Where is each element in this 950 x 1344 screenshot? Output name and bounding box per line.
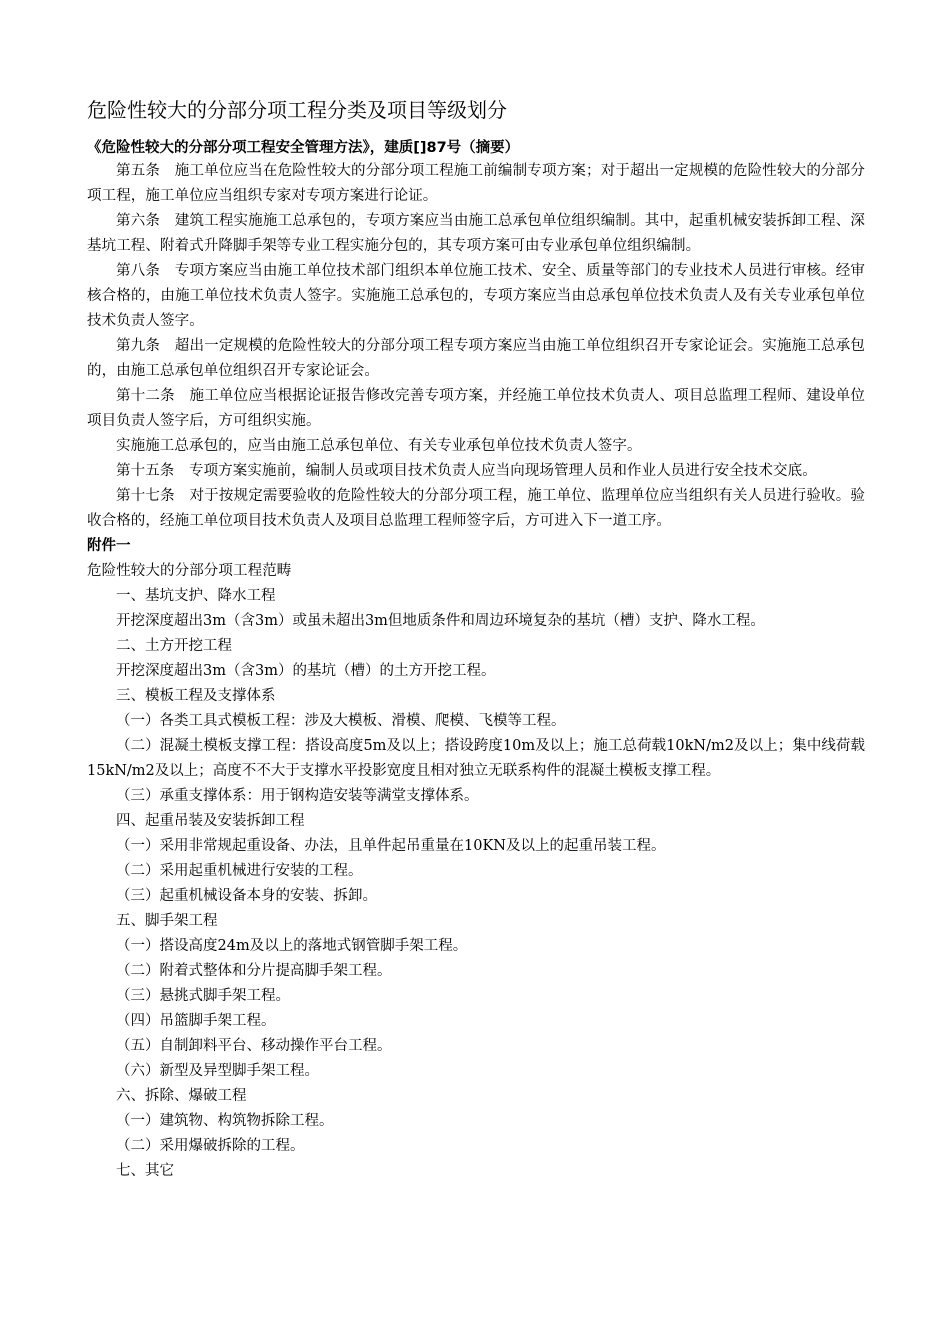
article-5: 第五条 施工单位应当在危险性较大的分部分项工程施工前编制专项方案；对于超出一定规模的危险性较大的分部分项工程，施工单位应当组织专家对专项方案进行论证。 xyxy=(87,163,865,204)
section-text: 开挖深度超出3m（含3m）或虽未超出3m但地质条件和周边环境复杂的基坑（槽）支护、降水工程。 xyxy=(116,613,765,629)
section-item: （一）采用非常规起重设备、办法，且单件起吊重量在10KN及以上的起重吊装工程。 xyxy=(116,838,666,854)
section-item: （一）搭设高度24m及以上的落地式钢管脚手架工程。 xyxy=(116,938,468,954)
section-text: 开挖深度超出3m（含3m）的基坑（槽）的土方开挖工程。 xyxy=(116,663,496,679)
section-item: （二）采用起重机械进行安装的工程。 xyxy=(116,863,363,879)
section-heading: 四、起重吊装及安装拆卸工程 xyxy=(116,813,305,829)
section-item: （二）混凝土模板支撑工程：搭设高度5m及以上；搭设跨度10m及以上；施工总荷载10kN/m2及以上；集中线荷载15kN/m2及以上；高度不不大于支撑水平投影宽度且相对独立无联系构件的混凝土模板支撑工程。 xyxy=(87,738,865,779)
section-heading: 三、模板工程及支撑体系 xyxy=(116,688,276,704)
section-item: （二）附着式整体和分片提高脚手架工程。 xyxy=(116,963,392,979)
article-15: 第十五条 专项方案实施前，编制人员或项目技术负责人应当向现场管理人员和作业人员进行安全技术交底。 xyxy=(116,463,817,479)
section-item: （五）自制卸料平台、移动操作平台工程。 xyxy=(116,1038,392,1054)
article-6: 第六条 建筑工程实施施工总承包的，专项方案应当由施工总承包单位组织编制。其中，起重机械安装拆卸工程、深基坑工程、附着式升降脚手架等专业工程实施分包的，其专项方案可由专业承包单位组织编制。 xyxy=(87,213,865,254)
document-subtitle: 《危险性较大的分部分项工程安全管理方法》，建质[]87号（摘要） xyxy=(87,140,520,156)
section-item: （四）吊篮脚手架工程。 xyxy=(116,1013,276,1029)
section-heading: 二、土方开挖工程 xyxy=(116,638,232,654)
document-page xyxy=(87,95,865,1184)
section-item: （一）建筑物、构筑物拆除工程。 xyxy=(116,1113,334,1129)
section-item: （三）承重支撑体系：用于钢构造安装等满堂支撑体系。 xyxy=(116,788,479,804)
section-item: （一）各类工具式模板工程：涉及大模板、滑模、爬模、飞模等工程。 xyxy=(116,713,566,729)
article-17: 第十七条 对于按规定需要验收的危险性较大的分部分项工程，施工单位、监理单位应当组织有关人员进行验收。验收合格的，经施工单位项目技术负责人及项目总监理工程师签字后，方可进入下一道工序。 xyxy=(87,488,865,529)
section-item: （三）悬挑式脚手架工程。 xyxy=(116,988,290,1004)
section-heading: 六、拆除、爆破工程 xyxy=(116,1088,247,1104)
appendix-heading: 附件一 xyxy=(87,538,131,554)
document-title: 危险性较大的分部分项工程分类及项目等级划分 xyxy=(87,98,507,122)
section-heading: 七、其它 xyxy=(116,1163,174,1179)
article-12: 第十二条 施工单位应当根据论证报告修改完善专项方案，并经施工单位技术负责人、项目总监理工程师、建设单位项目负责人签字后，方可组织实施。 xyxy=(87,388,865,429)
appendix-title: 危险性较大的分部分项工程范畴 xyxy=(87,563,292,579)
section-item: （三）起重机械设备本身的安装、拆卸。 xyxy=(116,888,377,904)
article-12-note: 实施施工总承包的，应当由施工总承包单位、有关专业承包单位技术负责人签字。 xyxy=(116,438,642,454)
section-heading: 一、基坑支护、降水工程 xyxy=(116,588,276,604)
section-item: （六）新型及异型脚手架工程。 xyxy=(116,1063,319,1079)
article-9: 第九条 超出一定规模的危险性较大的分部分项工程专项方案应当由施工单位组织召开专家论证会。实施施工总承包的，由施工总承包单位组织召开专家论证会。 xyxy=(87,338,865,379)
article-8: 第八条 专项方案应当由施工单位技术部门组织本单位施工技术、安全、质量等部门的专业技术人员进行审核。经审核合格的，由施工单位技术负责人签字。实施施工总承包的，专项方案应当由总承包单位技术负责人及有关专业承包单位技术负责人签字。 xyxy=(87,263,865,329)
section-item: （二）采用爆破拆除的工程。 xyxy=(116,1138,305,1154)
section-heading: 五、脚手架工程 xyxy=(116,913,218,929)
